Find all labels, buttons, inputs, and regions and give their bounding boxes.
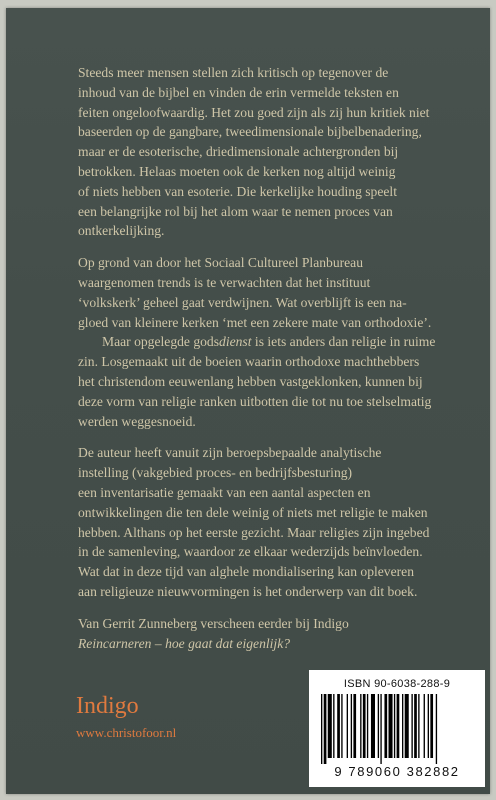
publisher-url: www.christofoor.nl (76, 725, 177, 740)
text-line: baseerden op de gangbare, tweedimensionale bijbelbenadering, (78, 124, 422, 140)
text-line: hebben. Althans op het eerste gezicht. Maar religies zijn ingebed (78, 524, 430, 540)
text-run: is iets anders dan religie in ruime (251, 334, 436, 350)
barcode-bar (347, 694, 348, 758)
text-line: of niets hebben van esoterie. Die kerkelijke houding speelt (78, 183, 397, 199)
barcode-bar (414, 694, 417, 758)
barcode-bar (351, 694, 352, 758)
barcode-bar (321, 694, 322, 764)
barcode-bar (380, 694, 381, 764)
text-line: ontwikkelingen die ten dele weinig of niets met religie te maken (78, 504, 428, 520)
paragraph-1 (78, 63, 443, 241)
barcode-bar (367, 694, 368, 758)
text-run: Maar opgelegde gods (102, 334, 220, 350)
text-line: inhoud van de bijbel en vinden de erin vermelde teksten en (78, 84, 399, 100)
barcode-bar (371, 694, 375, 758)
text-line: ontkerkelijking. (78, 223, 165, 239)
ean-number: 9 789060 382882 (334, 764, 460, 779)
text-line: in de samenleving, waardoor ze elkaar wederzijds beïnvloeden. (78, 544, 423, 560)
barcode-bar (397, 694, 400, 758)
text-line: Wat dat in deze tijd van alghele mondialisering kan opleveren (78, 564, 414, 580)
barcode-bar (430, 694, 433, 758)
barcode-bar (428, 694, 429, 758)
text-line: maar er de esoterische, driedimensionale achtergronden bij (78, 144, 399, 160)
barcode-bar (363, 694, 366, 758)
text-line: instelling (vakgebied proces- en bedrijfsbesturing) (78, 465, 353, 481)
italic-word: dienst (219, 334, 252, 350)
previous-work-line: Van Gerrit Zunneberg verscheen eerder bij Indigo (78, 615, 349, 631)
text-line (78, 332, 443, 352)
barcode-bar (324, 694, 327, 764)
text-line: gloed van kleinere kerken ‘met een zekere mate van orthodoxie’. (78, 314, 432, 330)
barcode-bar (424, 694, 425, 758)
isbn-label: ISBN 90-6038-288-9 (343, 678, 451, 690)
paragraph-2 (78, 253, 443, 332)
barcode-bar (337, 694, 340, 758)
text-line: De auteur heeft vanuit zijn beroepsbepaalde analytische (78, 445, 382, 461)
text-line: Steeds meer mensen stellen zich kritisch op tegenover de (78, 65, 389, 80)
barcode-bar (360, 694, 361, 758)
barcode-icon (321, 694, 473, 764)
barcode-bar (389, 694, 393, 758)
blurb-text (78, 63, 443, 653)
barcode-bar (341, 694, 342, 758)
text-line: werden weggesnoeid. (78, 413, 196, 429)
barcode-bar (384, 694, 387, 758)
barcode-bar (394, 694, 395, 758)
text-line: aan religieuze nieuwvormingen is het onderwerp van dit boek. (78, 583, 418, 599)
text-line: het christendom eeuwenlang hebben vastgeklonken, kunnen bij (78, 373, 423, 389)
barcode-box (309, 670, 485, 787)
barcode-bar (411, 694, 412, 758)
previous-work (78, 614, 443, 654)
paragraph-3 (78, 332, 443, 431)
text-line: deze vorm van religie ranken uitbotten die tot nu toe stelselmatig (78, 393, 432, 409)
barcode-bar (418, 694, 419, 758)
barcode-bar (353, 694, 356, 758)
text-line: ‘volkskerk’ geheel gaat verdwijnen. Wat overblijft is een na- (78, 294, 407, 310)
text-line: betrokken. Helaas moeten ook de kerken nog altijd weinig (78, 163, 396, 179)
text-line: Op grond van door het Sociaal Cultureel Planbureau (78, 255, 364, 271)
barcode-bar (328, 694, 332, 758)
text-line: zin. Losgemaakt uit de boeien waarin orthodoxe machthebbers (78, 354, 420, 370)
barcode-bar (333, 694, 334, 758)
barcode-bar (378, 694, 379, 758)
text-line: een inventarisatie gemaakt van een aantal aspecten en (78, 484, 371, 500)
barcode-bar (402, 694, 403, 758)
paragraph-4 (78, 443, 443, 601)
publisher-name: Indigo (76, 693, 139, 719)
text-line: een belangrijke rol bij het alom waar te nemen proces van (78, 203, 393, 219)
text-line: waargenomen trends is te verwachten dat het instituut (78, 274, 371, 290)
previous-work-title: Reincarneren – hoe gaat dat eigenlijk? (78, 635, 291, 651)
text-line: feiten ongeloofwaardig. Het zou goed zijn als zij hun kritiek niet (78, 104, 430, 120)
barcode-bar (436, 694, 437, 764)
barcode-bar (405, 694, 409, 758)
